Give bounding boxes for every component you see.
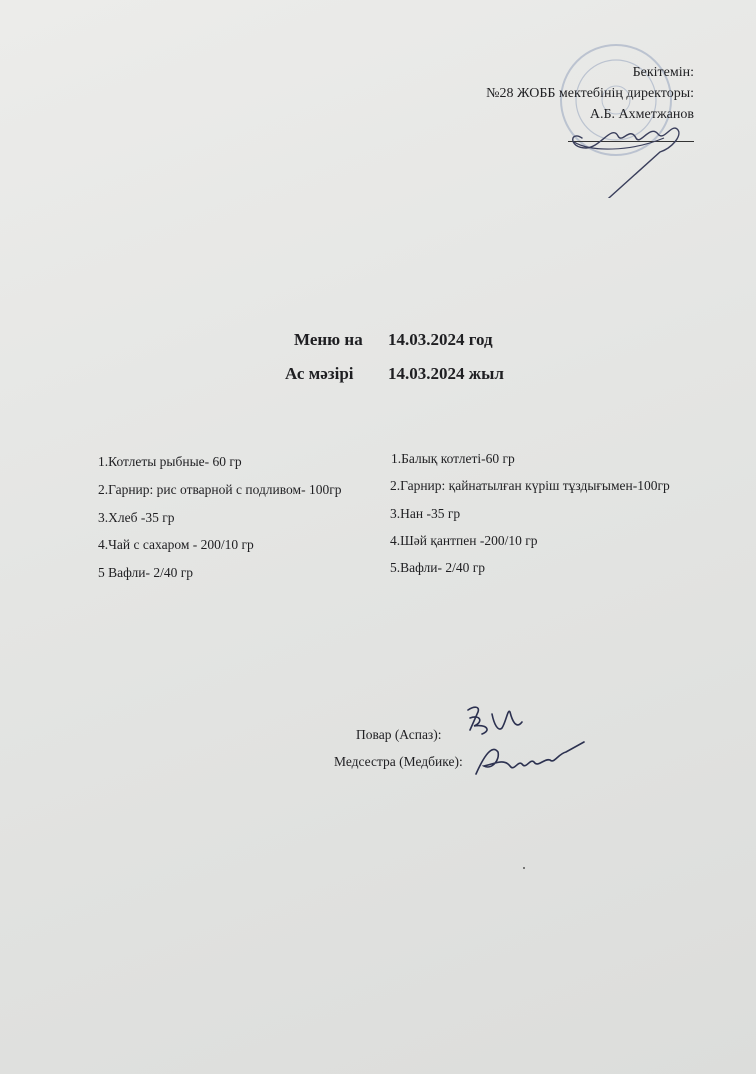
- menu-item: 4.Чай с сахаром - 200/10 гр: [98, 537, 254, 552]
- cook-signature: [458, 700, 530, 740]
- title-label-ru: Меню на: [294, 330, 363, 349]
- menu-item: 1.Котлеты рыбные- 60 гр: [98, 454, 242, 469]
- cook-label: Повар (Аспаз):: [356, 727, 442, 742]
- title-label-kz: Ас мәзірі: [285, 364, 354, 383]
- paper-speck: [523, 867, 525, 869]
- director-name: А.Б. Ахметжанов: [589, 107, 694, 122]
- menu-item: 3.Нан -35 гр: [390, 506, 461, 521]
- director-position: №28 ЖОББ мектебінің директоры:: [486, 86, 694, 101]
- menu-item: 3.Хлеб -35 гр: [98, 510, 175, 525]
- title-date-ru: 14.03.2024 год: [388, 330, 493, 349]
- menu-item: 1.Балық котлеті-60 гр: [391, 451, 515, 466]
- nurse-signature: [470, 736, 590, 780]
- menu-item: 5 Вафли- 2/40 гр: [98, 565, 194, 580]
- menu-item: 4.Шәй қантпен -200/10 гр: [390, 533, 538, 548]
- approval-heading: Бекітемін:: [632, 65, 694, 80]
- menu-item: 2.Гарнир: қайнатылған күріш тұздығымен-100гр: [390, 478, 670, 493]
- menu-item: 5.Вафли- 2/40 гр: [390, 560, 486, 575]
- menu-item: 2.Гарнир: рис отварной с подливом- 100гр: [98, 482, 342, 497]
- nurse-label: Медсестра (Медбике):: [334, 754, 463, 769]
- title-date-kz: 14.03.2024 жыл: [388, 364, 504, 383]
- director-signature: [560, 108, 690, 198]
